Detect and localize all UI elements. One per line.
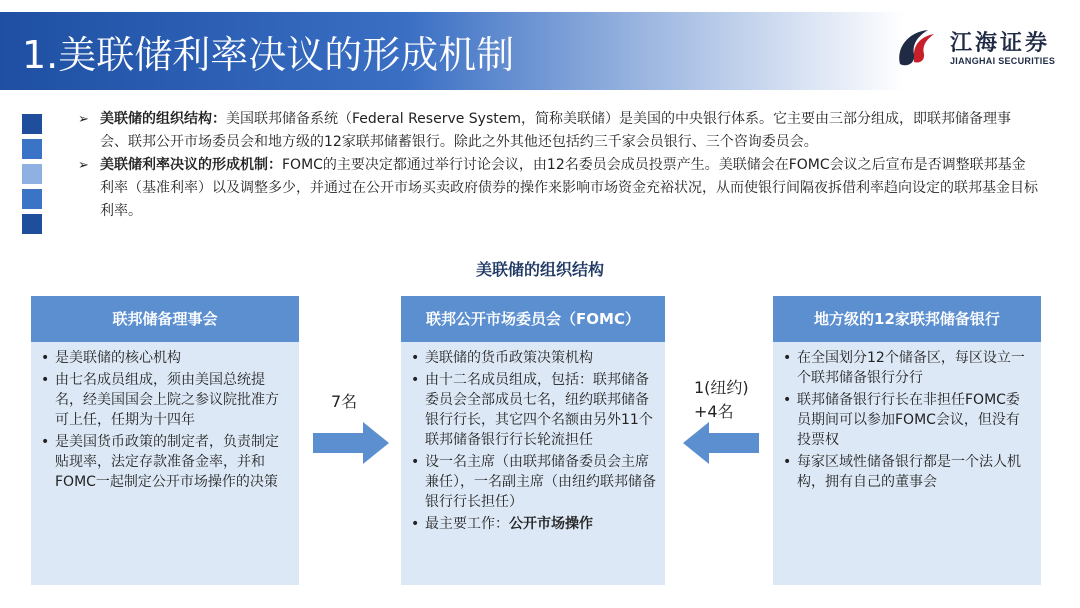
- list-item: • 最主要工作：公开市场操作: [411, 516, 593, 532]
- list-item: • 是美联储的核心机构: [41, 350, 181, 366]
- bullet-dot-icon: •: [41, 434, 50, 450]
- box-body: [31, 342, 299, 500]
- company-logo: [892, 20, 1070, 78]
- decorative-square: [22, 189, 42, 209]
- right-arrow-label-line1: 1(纽约): [694, 378, 749, 397]
- decorative-square: [22, 139, 42, 159]
- intro-bullets: [78, 108, 1038, 223]
- bullet-dot-icon: •: [783, 454, 792, 470]
- list-item: • 在全国划分12个储备区，每区设立一个联邦储备银行分行: [783, 350, 1025, 386]
- bullet-dot-icon: •: [411, 350, 420, 366]
- decorative-square: [22, 114, 42, 134]
- decorative-square: [22, 164, 42, 184]
- logo-chinese-name: 江海证券: [950, 31, 1051, 56]
- bullet-dot-icon: •: [411, 454, 420, 470]
- arrow-bullet-icon: ➢: [78, 158, 89, 173]
- regional-reserve-banks-box: [773, 296, 1041, 585]
- decorative-square: [22, 214, 42, 234]
- list-item: • 联邦储备银行行长在非担任FOMC委员期间可以参加FOMC会议，但没有投票权: [783, 392, 1020, 448]
- logo-english-name: JIANGHAI SECURITIES: [950, 56, 1056, 66]
- title-banner: [0, 12, 905, 90]
- right-arrow-icon: [313, 422, 389, 464]
- bullet-dot-icon: •: [411, 516, 420, 532]
- intro-bullet-structure: [78, 108, 1038, 154]
- bullet-dot-icon: •: [41, 372, 50, 388]
- fomc-box: [401, 296, 665, 585]
- bullet-dot-icon: •: [41, 350, 50, 366]
- arrow-bullet-icon: ➢: [78, 112, 89, 127]
- decorative-squares: [22, 114, 44, 239]
- bullet-dot-icon: •: [783, 350, 792, 366]
- jianghai-logo-icon: [892, 24, 940, 72]
- intro-bullet-text: FOMC的主要决定都通过举行讨论会议，由12名委员会成员投票产生。美联储会在FOMC会议之后宣布是否调整联邦基金利率（基准利率）以及调整多少，并通过在公开市场买卖政府债券的操作来影响市场资金充裕状况，从而使银行间隔夜拆借利率趋向设定的联邦基金目标利率。: [100, 157, 1038, 219]
- box-body: [401, 342, 665, 542]
- list-item: • 每家区域性储备银行都是一个法人机构，拥有自己的董事会: [783, 454, 1021, 490]
- box-body: [773, 342, 1041, 500]
- box-heading: 地方级的12家联邦储备银行: [773, 296, 1041, 342]
- intro-bullet-mechanism: [78, 154, 1038, 223]
- list-item: • 美联储的货币政策决策机构: [411, 350, 593, 366]
- page-title: 1.美联储利率决议的形成机制: [22, 33, 515, 77]
- list-item: • 由七名成员组成，须由美国总统提名，经美国国会上院之参议院批准方可上任，任期为十四年: [41, 372, 279, 428]
- intro-bullet-heading: 美联储利率决议的形成机制：: [100, 157, 282, 173]
- emphasis-text: 公开市场操作: [509, 516, 593, 532]
- list-item: • 是美国货币政策的制定者，负责制定贴现率，法定存款准备金率，并和FOMC一起制定公开市场操作的决策: [41, 434, 279, 490]
- intro-bullet-text: 美国联邦储备系统（Federal Reserve System，简称美联储）是美国的中央银行体系。它主要由三部分组成，即联邦储备理事会、联邦公开市场委员会和地方级的12家联邦储蓄银行。除此之外其他还包括约三千家会员银行、三个咨询委员会。: [100, 111, 1012, 150]
- list-item: • 由十二名成员组成，包括：联邦储备委员会全部成员七名，纽约联邦储备银行行长，其它四个名额由另外11个联邦储备银行行长轮流担任: [411, 372, 653, 448]
- bullet-dot-icon: •: [783, 392, 792, 408]
- left-arrow-label: 7名: [331, 392, 358, 411]
- diagram-title: 美联储的组织结构: [475, 260, 604, 279]
- list-item: • 设一名主席（由联邦储备委员会主席兼任），一名副主席（由纽约联邦储备银行行长担任）: [411, 454, 656, 510]
- intro-bullet-heading: 美联储的组织结构：: [100, 111, 226, 127]
- federal-reserve-board-box: [31, 296, 299, 585]
- box-heading: 联邦储备理事会: [31, 296, 299, 342]
- left-arrow-icon: [683, 422, 759, 464]
- right-arrow-label-line2: +4名: [694, 402, 734, 421]
- bullet-dot-icon: •: [411, 372, 420, 388]
- box-heading: 联邦公开市场委员会（FOMC）: [401, 296, 665, 342]
